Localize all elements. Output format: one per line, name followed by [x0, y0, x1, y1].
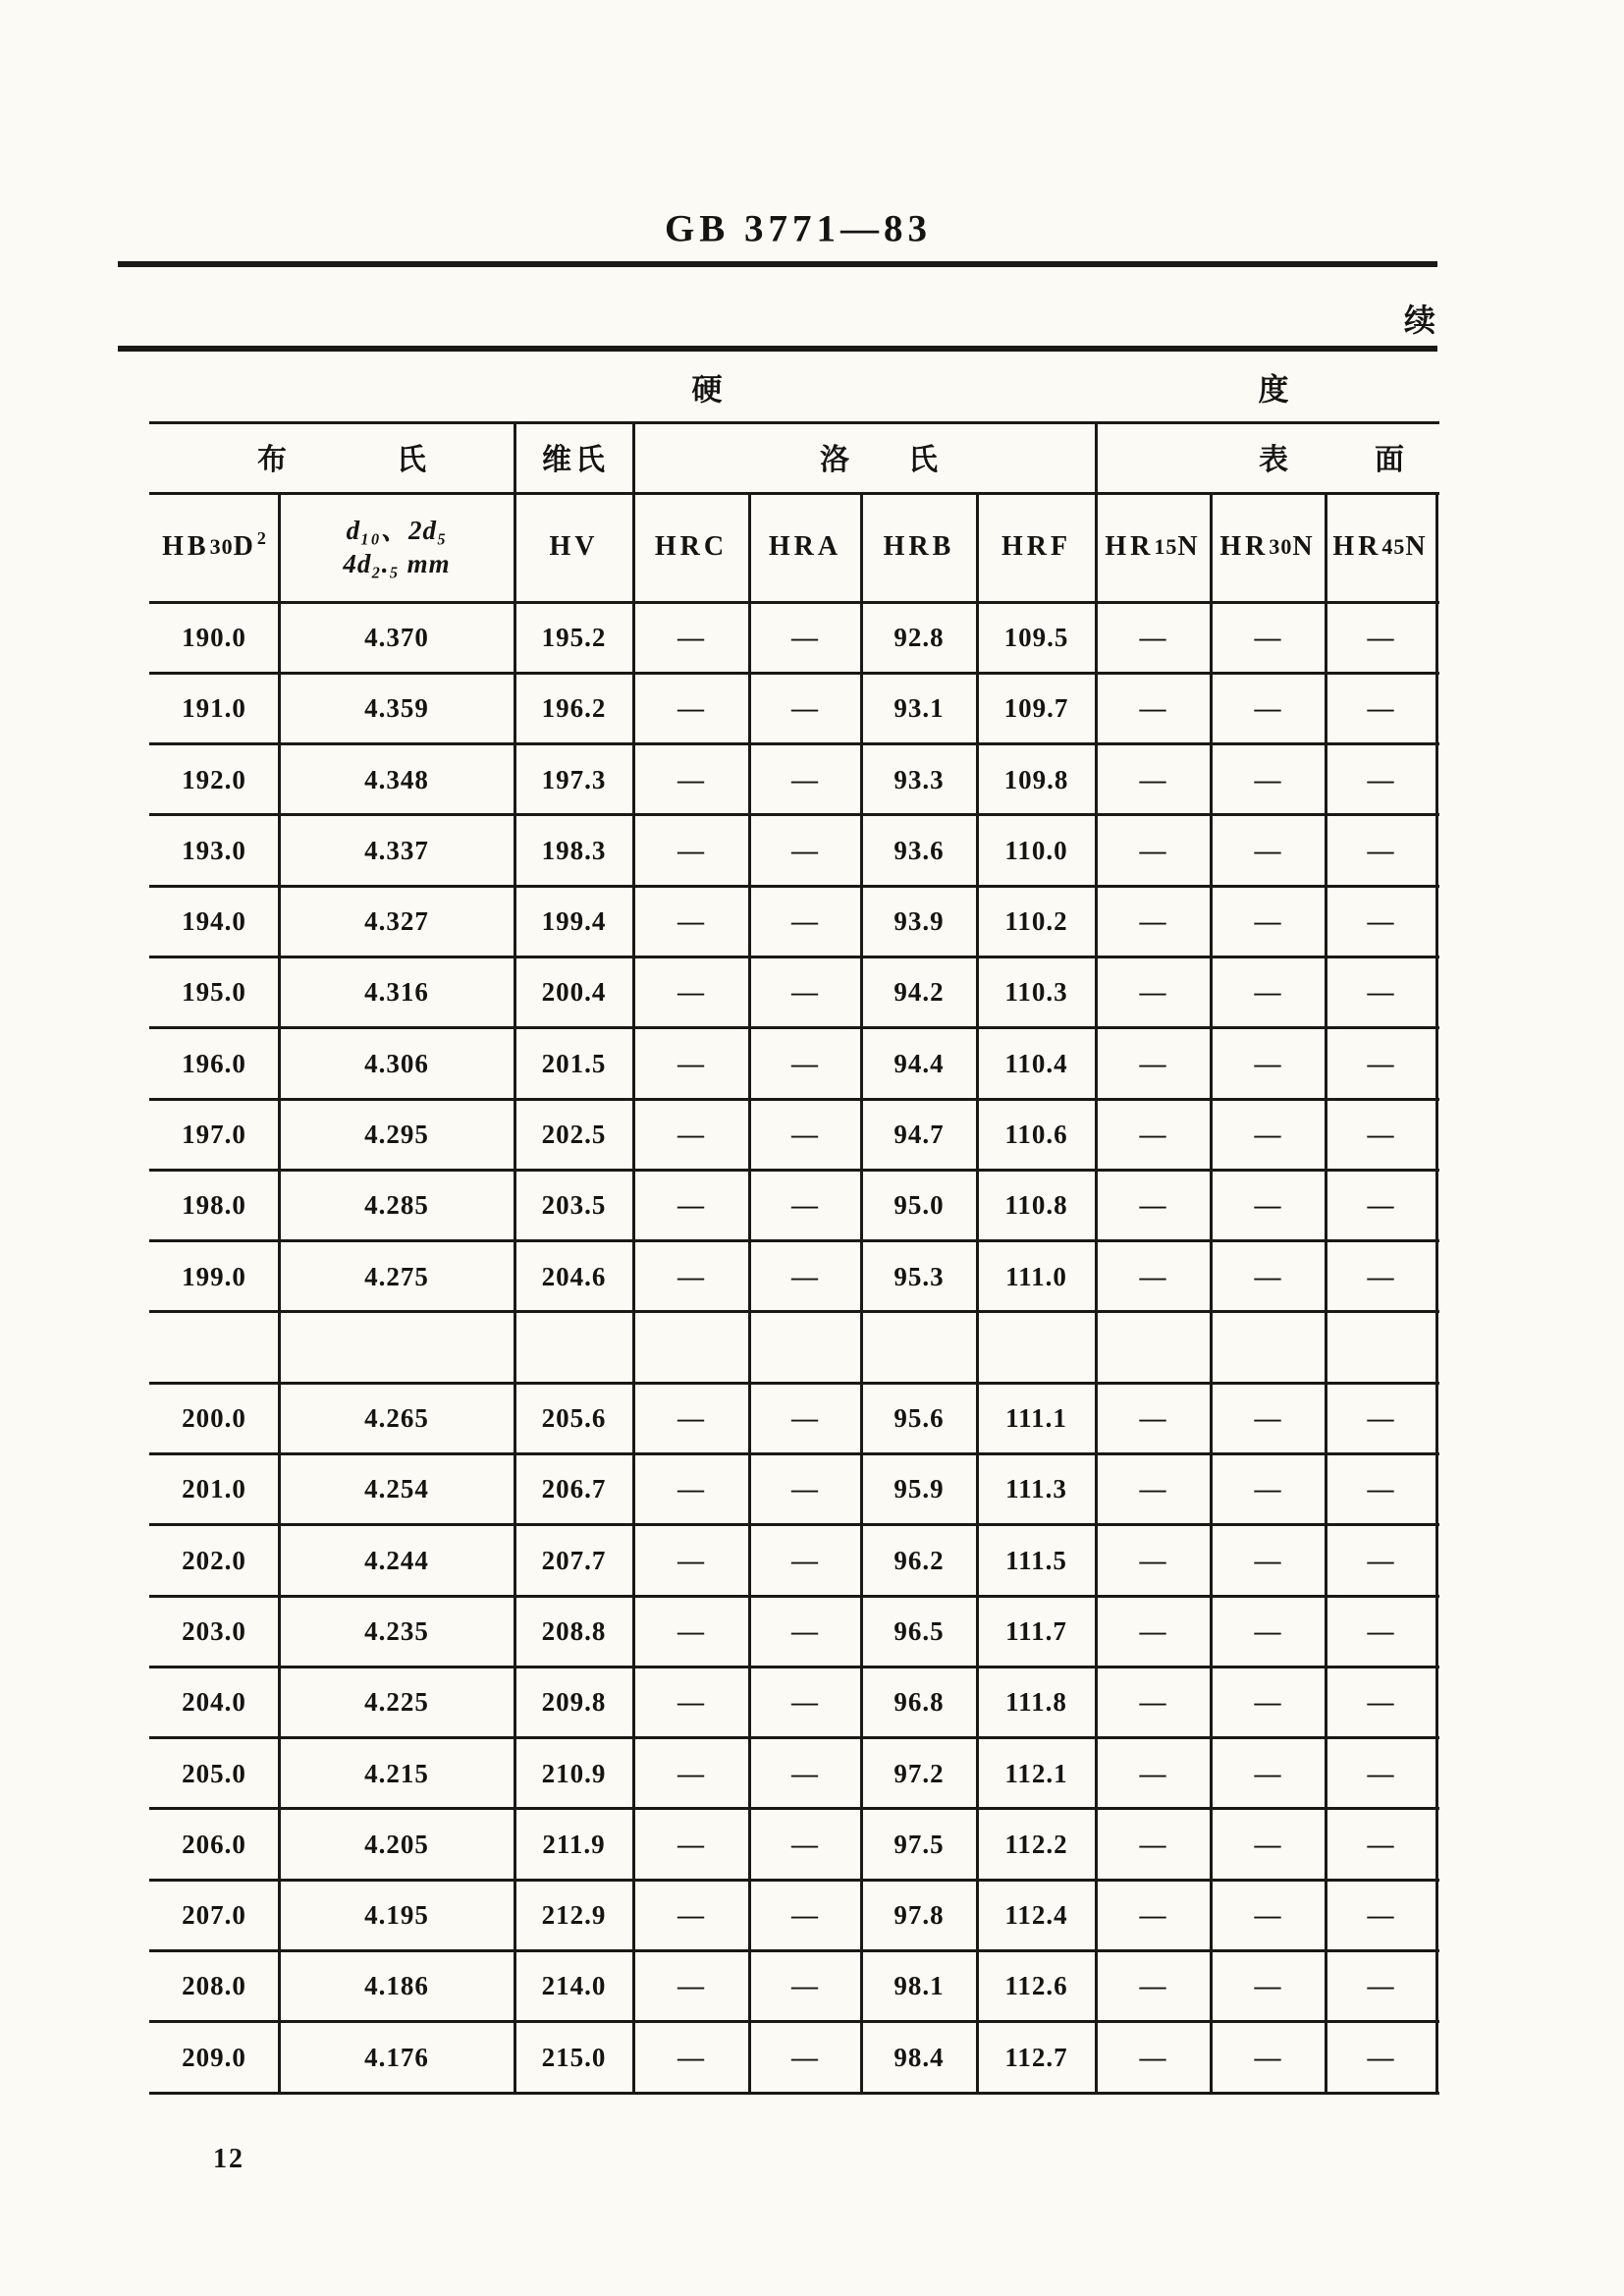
table-cell-HR15N: —: [1139, 1402, 1167, 1433]
column-header-line: 4d₂.₅ mm: [343, 549, 451, 578]
table-cell-HR30N: —: [1254, 764, 1282, 794]
table-cell-HRF: 110.6: [1004, 1119, 1068, 1149]
table-cell-HR30N: —: [1254, 692, 1282, 723]
table-cell-HR15N: —: [1139, 835, 1167, 865]
table-cell-HRB: 97.8: [893, 1899, 945, 1930]
column-header-HV: HV: [549, 531, 599, 562]
table-cell-HRA: [751, 1312, 859, 1383]
column-header-part: N: [1177, 531, 1202, 562]
table-cell-HRF: 109.7: [1003, 692, 1069, 723]
table-cell-HRF: 111.7: [1005, 1615, 1067, 1646]
table-cell-HRB: 98.4: [893, 2042, 945, 2072]
page-title: GB 3771—83: [664, 207, 933, 250]
table-cell-d_mm: 4.295: [364, 1119, 429, 1149]
table-cell-HRA: —: [791, 622, 819, 652]
column-header-HR15N: [1098, 494, 1209, 600]
column-header-HR30N: [1213, 494, 1324, 600]
table-cell-HRA: —: [791, 1048, 819, 1078]
table-cell-HV: 210.9: [541, 1758, 607, 1788]
column-header-part: HR: [1219, 531, 1270, 562]
table-cell-HB30D2: 206.0: [182, 1829, 246, 1859]
table-cell-HV: 198.3: [541, 835, 607, 865]
table-cell-HRB: 94.2: [893, 976, 945, 1007]
table-cell-HRC: —: [677, 1615, 705, 1646]
table-cell-HR30N: —: [1254, 1686, 1282, 1717]
table-row: [0, 1738, 1624, 1809]
column-header-HR45N: [1327, 494, 1435, 600]
table-cell-HR30N: —: [1254, 835, 1282, 865]
table-cell-HR15N: —: [1139, 1545, 1167, 1575]
table-cell-d_mm: 4.337: [364, 835, 429, 865]
table-cell-HV: 207.7: [541, 1545, 607, 1575]
table-cell-HR15N: —: [1139, 1758, 1167, 1788]
table-cell-HB30D2: 193.0: [182, 835, 246, 865]
table-row: [0, 1809, 1624, 1880]
table-cell-HR15N: —: [1139, 1686, 1167, 1717]
table-cell-HB30D2: 201.0: [182, 1473, 246, 1503]
table-cell-HR45N: —: [1367, 1402, 1395, 1433]
table-cell-HR15N: —: [1139, 1615, 1167, 1646]
table-cell-HRB: 96.8: [893, 1686, 945, 1717]
table-row: [0, 1312, 1624, 1383]
group-header-char: 氏: [575, 444, 605, 476]
table-cell-HR15N: —: [1139, 905, 1167, 936]
table-cell-HRB: 95.6: [893, 1402, 945, 1433]
table-row: [0, 1383, 1624, 1453]
table-cell-HB30D2: 196.0: [182, 1048, 246, 1078]
table-cell-HV: 215.0: [541, 2042, 607, 2072]
table-cell-d_mm: 4.186: [364, 1970, 429, 2000]
table-cell-d_mm: 4.370: [364, 622, 429, 652]
table-cell-HRB: 97.5: [893, 1829, 945, 1859]
table-cell-d_mm: 4.225: [364, 1686, 429, 1717]
table-cell-HRC: —: [677, 1189, 705, 1220]
table-cell-HR15N: —: [1139, 1473, 1167, 1503]
table-cell-HRB: [863, 1312, 975, 1383]
table-cell-HRF: 110.3: [1004, 976, 1068, 1007]
table-row: [0, 886, 1624, 957]
span-header-hardness-right: 度: [1258, 372, 1289, 408]
table-row: [0, 1950, 1624, 2021]
table-cell-HR45N: —: [1367, 1686, 1395, 1717]
table-cell-HRF: 110.4: [1004, 1048, 1068, 1078]
table-cell-d_mm: 4.244: [364, 1545, 429, 1575]
column-header-d_mm: [281, 494, 513, 600]
table-cell-HRB: 98.1: [893, 1970, 945, 2000]
table-cell-HB30D2: 198.0: [182, 1189, 246, 1220]
table-cell-d_mm: 4.316: [364, 976, 429, 1007]
table-cell-HRF: 111.1: [1005, 1402, 1067, 1433]
table-cell-HB30D2: 202.0: [182, 1545, 246, 1575]
table-cell-HRB: 94.7: [893, 1119, 945, 1149]
table-row: [0, 1099, 1624, 1170]
table-cell-HR30N: —: [1254, 1189, 1282, 1220]
table-cell-HV: 200.4: [541, 976, 607, 1007]
table-cell-HR30N: —: [1254, 1970, 1282, 2000]
table-cell-d_mm: 4.306: [364, 1048, 429, 1078]
table-cell-HB30D2: 191.0: [182, 692, 246, 723]
table-cell-HR15N: —: [1139, 1119, 1167, 1149]
table-cell-HRF: 109.5: [1003, 622, 1069, 652]
table-cell-HRF: 112.6: [1004, 1970, 1068, 2000]
table-cell-HR30N: —: [1254, 1119, 1282, 1149]
table-cell-HR15N: —: [1139, 692, 1167, 723]
group-header-char: 洛: [820, 444, 849, 476]
column-header-HB30D2: [151, 494, 277, 600]
table-cell-HRA: —: [791, 1473, 819, 1503]
span-header-hardness-left: 硬: [691, 372, 723, 408]
table-cell-HRC: [635, 1312, 747, 1383]
table-cell-HR15N: —: [1139, 1189, 1167, 1220]
group-divider-line: [514, 421, 516, 492]
column-header-part: D: [233, 531, 257, 562]
table-cell-HRF: 112.2: [1004, 1829, 1068, 1859]
table-row: [0, 1453, 1624, 1524]
table-cell-HRB: 97.2: [893, 1758, 945, 1788]
table-cell-HR15N: —: [1139, 1261, 1167, 1291]
table-cell-HRF: 109.8: [1003, 764, 1069, 794]
table-cell-HR45N: —: [1367, 1119, 1395, 1149]
table-row: [0, 1525, 1624, 1596]
column-header-HRC: HRC: [654, 531, 729, 562]
table-cell-HR45N: —: [1367, 1899, 1395, 1930]
group-header-surface: [1259, 435, 1404, 478]
table-cell-HRA: —: [791, 1758, 819, 1788]
table-cell-HR45N: —: [1367, 1615, 1395, 1646]
group-header-char: 表: [1259, 444, 1288, 476]
table-cell-HR45N: —: [1367, 1473, 1395, 1503]
table-cell-HRF: 112.4: [1004, 1899, 1068, 1930]
table-cell-HB30D2: 207.0: [182, 1899, 246, 1930]
table-cell-HRA: —: [791, 1615, 819, 1646]
table-cell-HRF: 112.1: [1004, 1758, 1068, 1788]
table-cell-d_mm: 4.176: [364, 2042, 429, 2072]
table-cell-HR15N: —: [1139, 1048, 1167, 1078]
table-cell-HRC: —: [677, 1686, 705, 1717]
table-cell-d_mm: [281, 1312, 513, 1383]
table-cell-HRF: 110.8: [1004, 1189, 1068, 1220]
table-cell-HRF: 110.0: [1004, 835, 1068, 865]
table-cell-HRC: —: [677, 976, 705, 1007]
table-cell-HRC: —: [677, 835, 705, 865]
table-cell-HRA: —: [791, 1189, 819, 1220]
table-cell-HR30N: —: [1254, 1829, 1282, 1859]
table-cell-d_mm: 4.254: [364, 1473, 429, 1503]
table-cell-HRB: 95.3: [893, 1261, 945, 1291]
table-cell-HRC: —: [677, 1048, 705, 1078]
table-cell-HR30N: —: [1254, 1473, 1282, 1503]
continued-rule: [118, 346, 1437, 352]
column-header-line: d₁₀、2d₅: [346, 516, 448, 545]
table-cell-HRC: —: [677, 1119, 705, 1149]
table-cell-HR45N: —: [1367, 1758, 1395, 1788]
group-divider-line: [1095, 421, 1098, 492]
column-header-HRA: HRA: [768, 531, 842, 562]
table-cell-HR30N: —: [1254, 1899, 1282, 1930]
table-row: [0, 744, 1624, 815]
table-cell-HB30D2: 204.0: [182, 1686, 246, 1717]
column-header-HRF: HRF: [1001, 531, 1072, 562]
table-cell-HV: 204.6: [541, 1261, 607, 1291]
table-cell-HB30D2: 197.0: [182, 1119, 246, 1149]
table-cell-HRA: —: [791, 692, 819, 723]
table-cell-HRA: —: [791, 1545, 819, 1575]
table-cell-d_mm: 4.285: [364, 1189, 429, 1220]
table-row: [0, 1596, 1624, 1667]
table-cell-HB30D2: 190.0: [182, 622, 246, 652]
table-cell-HRC: —: [677, 1758, 705, 1788]
table-cell-HV: 197.3: [541, 764, 607, 794]
table-cell-HRB: 93.1: [893, 692, 945, 723]
table-cell-HRC: —: [677, 905, 705, 936]
table-cell-HRC: —: [677, 1402, 705, 1433]
table-cell-HR45N: —: [1367, 1048, 1395, 1078]
table-cell-HR30N: —: [1254, 905, 1282, 936]
table-cell-HRA: —: [791, 1261, 819, 1291]
column-header-part: N: [1292, 531, 1317, 562]
table-cell-d_mm: 4.348: [364, 764, 429, 794]
column-header-part: 30: [209, 534, 234, 559]
table-cell-HV: 208.8: [541, 1615, 607, 1646]
table-cell-HV: 214.0: [541, 1970, 607, 2000]
group-header-vickers: [542, 435, 605, 478]
table-cell-HV: [516, 1312, 631, 1383]
table-cell-HV: 195.2: [541, 622, 607, 652]
column-header-part: HR: [1332, 531, 1382, 562]
table-cell-d_mm: 4.327: [364, 905, 429, 936]
table-cell-HRB: 92.8: [893, 622, 945, 652]
column-header-part: 2: [256, 527, 266, 548]
group-header-char: 维: [542, 444, 571, 476]
table-cell-HR15N: —: [1139, 622, 1167, 652]
table-row: [0, 957, 1624, 1027]
table-row: [0, 2022, 1624, 2093]
table-cell-HV: 205.6: [541, 1402, 607, 1433]
table-cell-HRA: —: [791, 2042, 819, 2072]
column-header-part: N: [1405, 531, 1430, 562]
table-cell-HR45N: —: [1367, 764, 1395, 794]
column-header-part: HR: [1105, 531, 1155, 562]
table-cell-HR30N: —: [1254, 1048, 1282, 1078]
header-divider-line: [149, 421, 1439, 424]
table-cell-HB30D2: 209.0: [182, 2042, 246, 2072]
table-row: [0, 1241, 1624, 1312]
group-divider-line: [632, 421, 635, 492]
group-header-brinell: [257, 435, 426, 478]
table-row: [0, 602, 1624, 673]
table-cell-HRA: —: [791, 1119, 819, 1149]
table-cell-HV: 206.7: [541, 1473, 607, 1503]
table-cell-HV: 199.4: [541, 905, 607, 936]
table-cell-HR45N: —: [1367, 1545, 1395, 1575]
table-cell-HB30D2: 192.0: [182, 764, 246, 794]
table-cell-HR30N: —: [1254, 1402, 1282, 1433]
table-cell-HRC: —: [677, 1899, 705, 1930]
column-header-part: 15: [1154, 534, 1178, 559]
table-cell-HRA: —: [791, 1970, 819, 2000]
table-cell-HB30D2: 195.0: [182, 976, 246, 1007]
group-header-char: 面: [1375, 444, 1404, 476]
table-cell-HB30D2: 203.0: [182, 1615, 246, 1646]
table-cell-HR45N: —: [1367, 1189, 1395, 1220]
group-header-char: 氏: [908, 444, 938, 476]
table-cell-HV: 202.5: [541, 1119, 607, 1149]
table-cell-HR15N: —: [1139, 1970, 1167, 2000]
table-cell-HRB: 96.5: [893, 1615, 945, 1646]
table-cell-d_mm: 4.359: [364, 692, 429, 723]
table-cell-HB30D2: 200.0: [182, 1402, 246, 1433]
group-header-char: 氏: [397, 444, 426, 476]
table-cell-HV: 203.5: [541, 1189, 607, 1220]
table-cell-HB30D2: 208.0: [182, 1970, 246, 2000]
table-cell-HRF: 111.3: [1005, 1473, 1067, 1503]
table-cell-HB30D2: [151, 1312, 277, 1383]
table-cell-HRC: —: [677, 692, 705, 723]
table-cell-HRB: 94.4: [893, 1048, 945, 1078]
table-cell-HRB: 96.2: [893, 1545, 945, 1575]
group-header-char: 布: [257, 444, 287, 476]
table-cell-d_mm: 4.275: [364, 1261, 429, 1291]
table-cell-HRB: 93.3: [893, 764, 945, 794]
table-cell-HRF: 111.5: [1005, 1545, 1067, 1575]
table-cell-HR45N: [1327, 1312, 1435, 1383]
table-cell-HRC: —: [677, 764, 705, 794]
top-rule: [118, 261, 1437, 267]
table-cell-HRB: 93.6: [893, 835, 945, 865]
continued-marker: 续: [1403, 302, 1436, 338]
table-cell-HRA: —: [791, 976, 819, 1007]
column-header-HRB: HRB: [883, 531, 955, 562]
table-cell-HRA: —: [791, 1686, 819, 1717]
table-row: [0, 815, 1624, 886]
table-cell-HR45N: —: [1367, 905, 1395, 936]
table-cell-HRB: 95.9: [893, 1473, 945, 1503]
table-cell-HB30D2: 205.0: [182, 1758, 246, 1788]
page-number: 12: [213, 2144, 244, 2174]
table-cell-d_mm: 4.195: [364, 1899, 429, 1930]
table-cell-HR30N: —: [1254, 2042, 1282, 2072]
table-cell-HV: 209.8: [541, 1686, 607, 1717]
table-cell-HRC: —: [677, 622, 705, 652]
table-cell-HRA: —: [791, 1402, 819, 1433]
table-cell-HR30N: —: [1254, 1261, 1282, 1291]
table-cell-d_mm: 4.215: [364, 1758, 429, 1788]
table-cell-HR15N: —: [1139, 1829, 1167, 1859]
table-cell-HRB: 93.9: [893, 905, 945, 936]
table-cell-HR15N: —: [1139, 1899, 1167, 1930]
table-cell-HB30D2: 199.0: [182, 1261, 246, 1291]
table-cell-HR30N: —: [1254, 1615, 1282, 1646]
table-cell-HV: 211.9: [542, 1829, 606, 1859]
table-cell-HRC: —: [677, 1473, 705, 1503]
table-cell-d_mm: 4.205: [364, 1829, 429, 1859]
table-row: [0, 1667, 1624, 1737]
table-cell-d_mm: 4.235: [364, 1615, 429, 1646]
table-cell-HRC: —: [677, 1261, 705, 1291]
table-cell-HR30N: —: [1254, 1545, 1282, 1575]
table-cell-HRA: —: [791, 1899, 819, 1930]
group-header-rockwell: [820, 435, 938, 478]
table-cell-HV: 196.2: [541, 692, 607, 723]
table-cell-HR45N: —: [1367, 2042, 1395, 2072]
table-cell-HR15N: —: [1139, 976, 1167, 1007]
table-cell-HRC: —: [677, 1545, 705, 1575]
table-row: [0, 673, 1624, 743]
table-cell-HR45N: —: [1367, 1970, 1395, 2000]
table-cell-HRF: 110.2: [1004, 905, 1068, 936]
table-cell-HR15N: —: [1139, 764, 1167, 794]
table-cell-HR30N: —: [1254, 976, 1282, 1007]
table-cell-HR45N: —: [1367, 976, 1395, 1007]
table-cell-HRA: —: [791, 835, 819, 865]
table-cell-HR30N: —: [1254, 1758, 1282, 1788]
table-cell-HR30N: —: [1254, 622, 1282, 652]
table-cell-HR15N: —: [1139, 2042, 1167, 2072]
table-cell-HR45N: —: [1367, 835, 1395, 865]
table-cell-HR45N: —: [1367, 692, 1395, 723]
table-cell-HR45N: —: [1367, 1829, 1395, 1859]
table-cell-HRA: —: [791, 1829, 819, 1859]
table-row: [0, 1028, 1624, 1099]
table-cell-HV: 201.5: [541, 1048, 607, 1078]
column-header-part: HB: [162, 531, 210, 562]
table-cell-HR30N: [1213, 1312, 1324, 1383]
table-cell-HR45N: —: [1367, 622, 1395, 652]
table-cell-HV: 212.9: [541, 1899, 607, 1930]
table-cell-HRF: [979, 1312, 1094, 1383]
table-cell-HRC: —: [677, 1970, 705, 2000]
table-cell-HB30D2: 194.0: [182, 905, 246, 936]
table-row: [0, 1170, 1624, 1240]
table-cell-HRF: 111.0: [1005, 1261, 1067, 1291]
table-cell-HRC: —: [677, 1829, 705, 1859]
column-header-part: 30: [1269, 534, 1293, 559]
table-cell-HR45N: —: [1367, 1261, 1395, 1291]
table-row: [0, 1880, 1624, 1950]
table-cell-HRA: —: [791, 905, 819, 936]
column-header-part: 45: [1381, 534, 1406, 559]
table-cell-HRA: —: [791, 764, 819, 794]
table-cell-HRC: —: [677, 2042, 705, 2072]
table-cell-HRB: 95.0: [893, 1189, 945, 1220]
table-cell-d_mm: 4.265: [364, 1402, 429, 1433]
table-cell-HRF: 111.8: [1005, 1686, 1067, 1717]
table-cell-HRF: 112.7: [1004, 2042, 1068, 2072]
table-cell-HR15N: [1098, 1312, 1209, 1383]
